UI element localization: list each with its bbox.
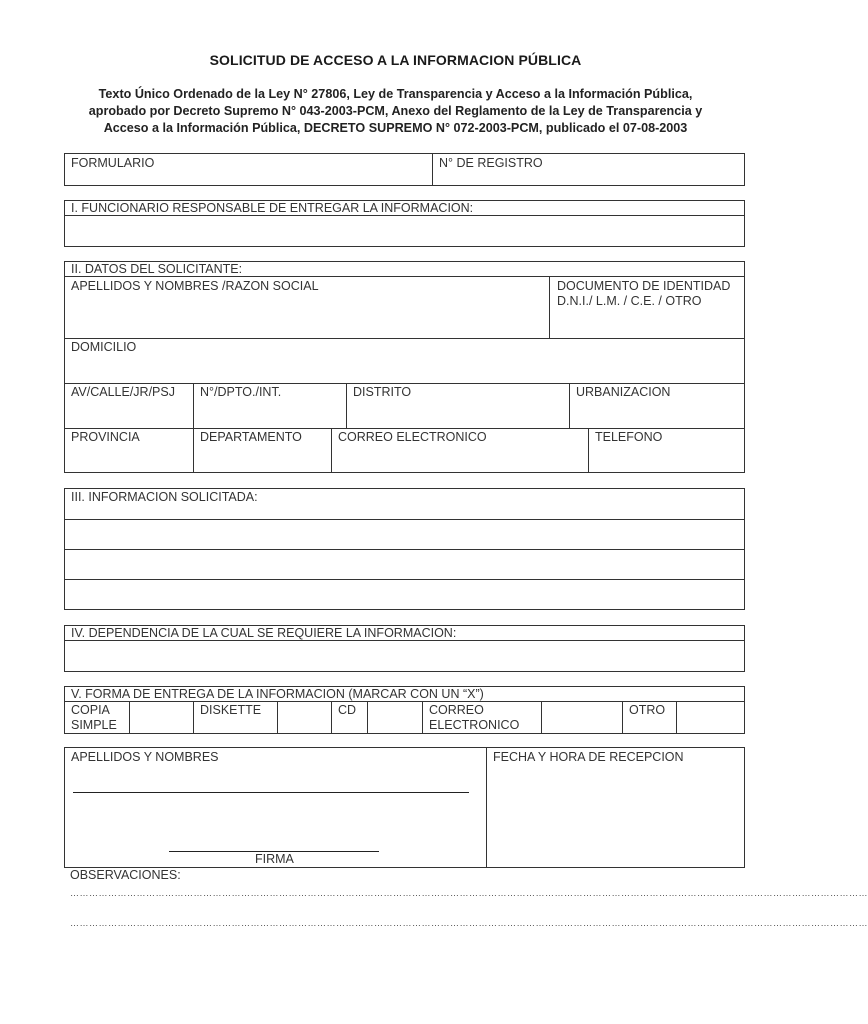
correo-electronico-field[interactable]: CORREO ELECTRONICO: [338, 430, 487, 444]
section-forma-entrega: [64, 686, 745, 734]
section-3-title: III. INFORMACION SOLICITADA:: [71, 490, 258, 504]
urbanizacion-field[interactable]: URBANIZACION: [576, 385, 671, 399]
apellidos-nombres-label: APELLIDOS Y NOMBRES: [71, 750, 219, 764]
legal-reference-line: Texto Único Ordenado de la Ley N° 27806, Ley de Transparencia y Acceso a la Información Pública,: [98, 87, 693, 101]
informacion-line-3[interactable]: [65, 580, 744, 609]
funcionario-field[interactable]: [65, 216, 744, 246]
signature-box: [64, 747, 745, 868]
divider: [65, 276, 744, 277]
apellidos-nombres-line[interactable]: [73, 792, 469, 793]
otro-label: OTRO: [629, 703, 666, 717]
av-calle-field[interactable]: AV/CALLE/JR/PSJ: [71, 385, 175, 399]
divider: [331, 428, 332, 472]
observaciones-label: OBSERVACIONES:: [70, 868, 181, 882]
divider: [331, 701, 332, 733]
firma-label: FIRMA: [255, 852, 294, 866]
divider: [193, 701, 194, 733]
legal-reference-line: Acceso a la Información Pública, DECRETO SUPREMO N° 072-2003-PCM, publicado el 07-08-2003: [103, 121, 688, 135]
divider: [193, 383, 194, 428]
correo-electronico-checkbox[interactable]: [542, 702, 622, 733]
domicilio-label: DOMICILIO: [71, 340, 137, 354]
documento-tipos-label: D.N.I./ L.M. / C.E. / OTRO: [557, 294, 702, 308]
informacion-line-2[interactable]: [65, 550, 744, 579]
divider: [432, 154, 433, 185]
divider: [65, 383, 744, 384]
copia-simple-label: COPIA SIMPLE: [71, 703, 117, 732]
apellidos-razon-social-field[interactable]: APELLIDOS Y NOMBRES /RAZON SOCIAL: [71, 279, 319, 293]
section-4-title: IV. DEPENDENCIA DE LA CUAL SE REQUIERE LA INFORMACION:: [71, 626, 457, 640]
divider: [65, 338, 744, 339]
divider: [569, 383, 570, 428]
documento-identidad-field[interactable]: DOCUMENTO DE IDENTIDAD: [557, 279, 731, 293]
fecha-hora-recepcion-label: FECHA Y HORA DE RECEPCION: [493, 750, 684, 764]
provincia-field[interactable]: PROVINCIA: [71, 430, 140, 444]
diskette-checkbox[interactable]: [278, 702, 331, 733]
header-box: [64, 153, 745, 186]
section-informacion-solicitada: [64, 488, 745, 610]
divider: [193, 428, 194, 472]
section-solicitante: [64, 261, 745, 473]
distrito-field[interactable]: DISTRITO: [353, 385, 412, 399]
informacion-line-1[interactable]: [65, 520, 744, 549]
dependencia-field[interactable]: [65, 641, 744, 671]
cd-label: CD: [338, 703, 357, 717]
observaciones-line-1[interactable]: ………………………………………………………………………………………………………………………………………………………………………………………………………………………………: [70, 888, 868, 898]
diskette-label: DISKETTE: [200, 703, 262, 717]
divider: [346, 383, 347, 428]
divider: [588, 428, 589, 472]
divider: [622, 701, 623, 733]
cd-checkbox[interactable]: [368, 702, 422, 733]
section-dependencia: [64, 625, 745, 672]
divider: [422, 701, 423, 733]
registro-field[interactable]: N° DE REGISTRO: [439, 156, 543, 170]
otro-checkbox[interactable]: [677, 702, 744, 733]
formulario-field[interactable]: FORMULARIO: [71, 156, 155, 170]
section-5-title: V. FORMA DE ENTREGA DE LA INFORMACION (MARCAR CON UN “X”): [71, 687, 484, 701]
divider: [549, 276, 550, 338]
page-title: SOLICITUD DE ACCESO A LA INFORMACION PÚBLICA: [209, 52, 582, 68]
section-funcionario: [64, 200, 745, 247]
dpto-field[interactable]: N°/DPTO./INT.: [200, 385, 282, 399]
copia-simple-checkbox[interactable]: [130, 702, 193, 733]
legal-reference-line: aprobado por Decreto Supremo N° 043-2003-PCM, Anexo del Reglamento de la Ley de Transparencia y: [88, 104, 703, 118]
fecha-hora-recepcion-field[interactable]: [487, 766, 744, 867]
divider: [65, 428, 744, 429]
section-1-title: I. FUNCIONARIO RESPONSABLE DE ENTREGAR LA INFORMACION:: [71, 201, 474, 215]
section-2-title: II. DATOS DEL SOLICITANTE:: [71, 262, 243, 276]
correo-electronico-label: CORREO ELECTRONICO: [429, 703, 520, 732]
legal-reference: [40, 86, 751, 137]
observaciones-line-2[interactable]: ………………………………………………………………………………………………………………………………………………………………………………………………………………………………: [70, 918, 868, 928]
telefono-field[interactable]: TELEFONO: [595, 430, 663, 444]
departamento-field[interactable]: DEPARTAMENTO: [200, 430, 302, 444]
